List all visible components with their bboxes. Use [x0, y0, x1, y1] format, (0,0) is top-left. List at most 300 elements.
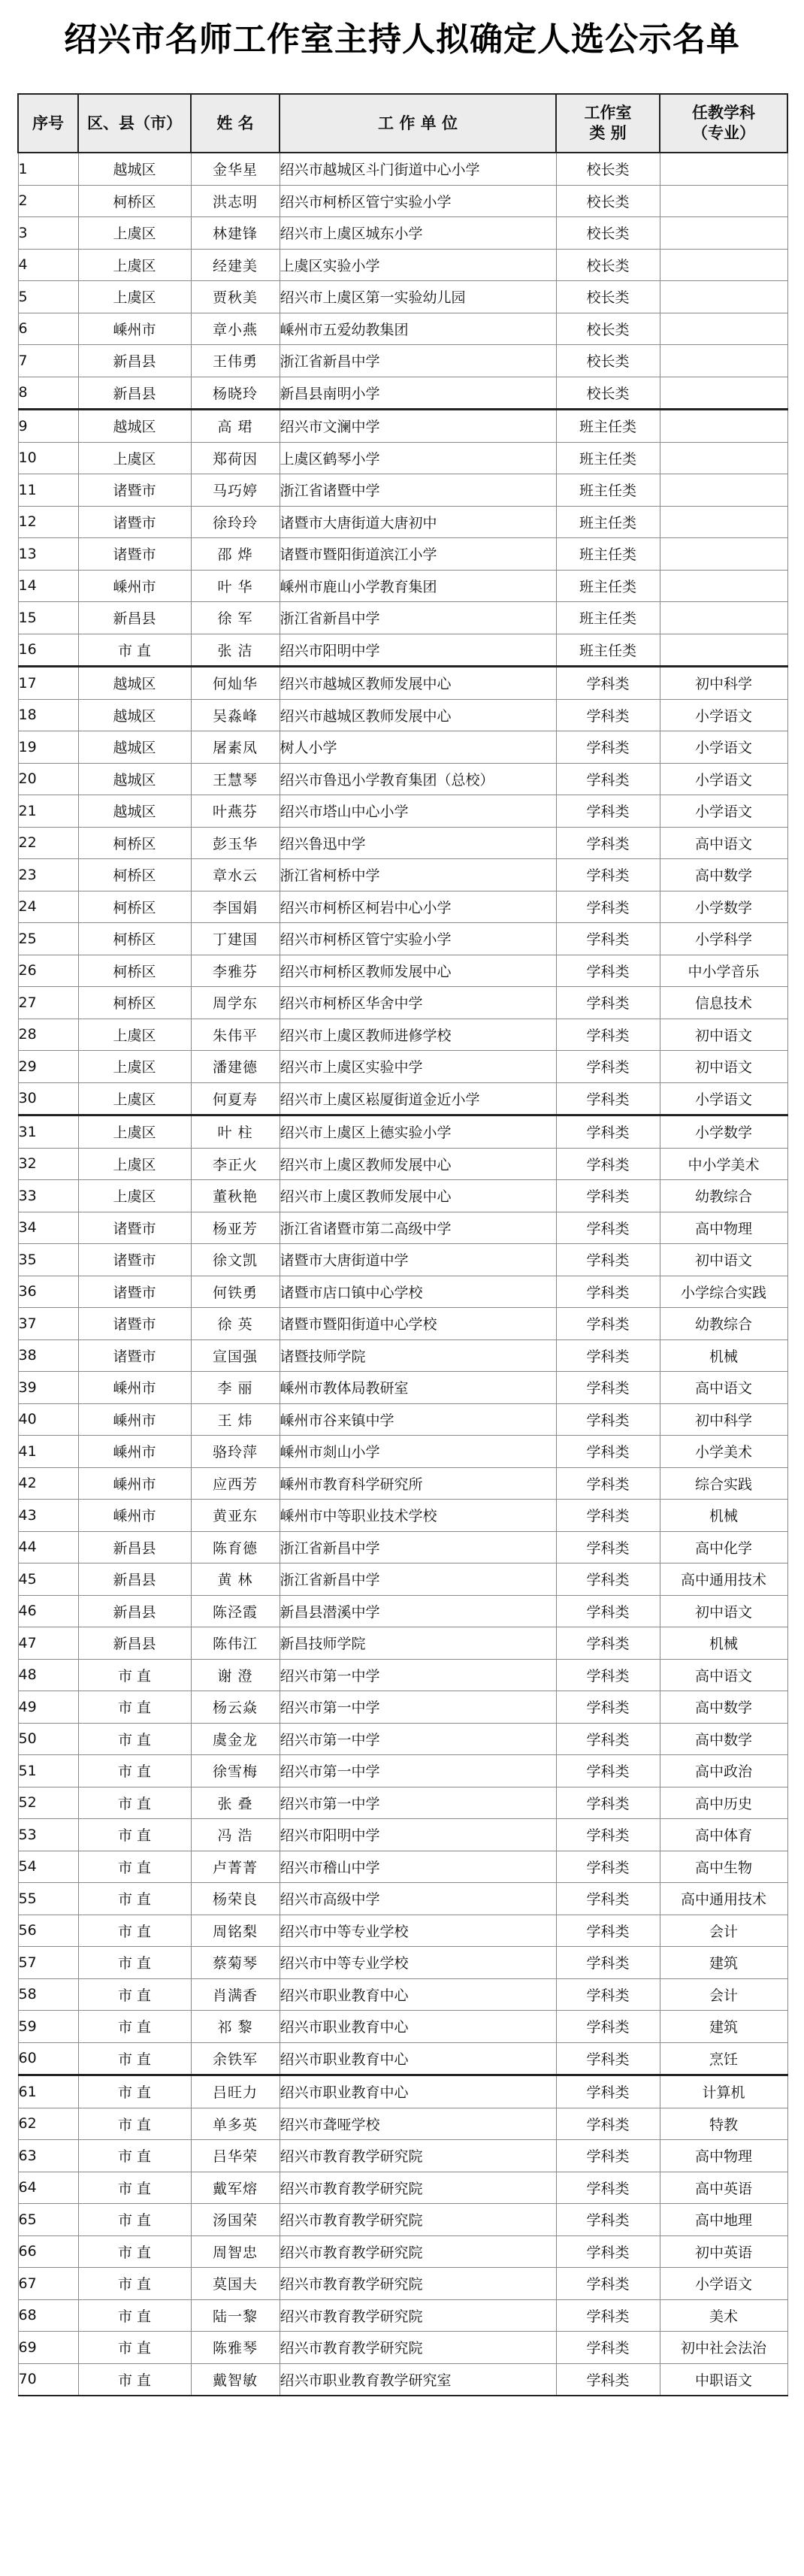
cell-name: 李国娟: [191, 891, 280, 923]
cell-subject: 高中物理: [660, 2140, 787, 2172]
cell-name: 洪志明: [191, 185, 280, 217]
table-row: [18, 1691, 787, 1724]
cell-seq: 65: [18, 2204, 78, 2236]
cell-district: 诸暨市: [78, 1308, 191, 1340]
cell-seq: 62: [18, 2108, 78, 2140]
cell-unit: 绍兴市职业教育中心: [280, 2075, 556, 2108]
cell-category: 班主任类: [556, 570, 660, 602]
table-row: [18, 923, 787, 955]
cell-seq: 43: [18, 1500, 78, 1532]
cell-category: 学科类: [556, 1019, 660, 1051]
cell-subject: 小学语文: [660, 1082, 787, 1115]
cell-district: 柯桥区: [78, 987, 191, 1019]
cell-unit: 绍兴市柯桥区柯岩中心小学: [280, 891, 556, 923]
table-row: [18, 377, 787, 410]
cell-subject: 小学数学: [660, 1115, 787, 1149]
cell-unit: 绍兴市文澜中学: [280, 410, 556, 443]
cell-category: 学科类: [556, 1819, 660, 1851]
cell-district: 新昌县: [78, 602, 191, 634]
cell-name: 单多英: [191, 2108, 280, 2140]
cell-subject: 建筑: [660, 2011, 787, 2043]
cell-name: 屠素凤: [191, 731, 280, 764]
cell-name: 叶 柱: [191, 1115, 280, 1149]
cell-subject: 初中语文: [660, 1051, 787, 1083]
cell-district: 上虞区: [78, 217, 191, 250]
cell-name: 朱伟平: [191, 1019, 280, 1051]
cell-district: 嵊州市: [78, 1436, 191, 1468]
cell-subject: 初中语文: [660, 1244, 787, 1276]
cell-unit: 绍兴市塔山中心小学: [280, 795, 556, 828]
cell-name: 吴淼峰: [191, 699, 280, 731]
cell-subject: 机械: [660, 1627, 787, 1660]
table-row: [18, 1019, 787, 1051]
table-row: [18, 281, 787, 313]
cell-name: 陈雅琴: [191, 2332, 280, 2364]
cell-name: 金华星: [191, 153, 280, 185]
cell-subject: 初中科学: [660, 1403, 787, 1436]
cell-category: 班主任类: [556, 602, 660, 634]
cell-category: 学科类: [556, 2204, 660, 2236]
cell-unit: 新昌县南明小学: [280, 377, 556, 410]
cell-category: 学科类: [556, 2140, 660, 2172]
cell-seq: 48: [18, 1659, 78, 1691]
cell-seq: 55: [18, 1883, 78, 1915]
cell-name: 周智忠: [191, 2235, 280, 2268]
cell-subject: 幼教综合: [660, 1308, 787, 1340]
cell-subject: 初中英语: [660, 2235, 787, 2268]
cell-seq: 6: [18, 313, 78, 345]
table-row: [18, 955, 787, 987]
cell-unit: 诸暨技师学院: [280, 1339, 556, 1372]
cell-subject: [660, 474, 787, 507]
cell-district: 越城区: [78, 699, 191, 731]
cell-district: 柯桥区: [78, 859, 191, 891]
cell-unit: 嵊州市中等职业技术学校: [280, 1500, 556, 1532]
header-seq: 序号: [18, 94, 78, 153]
cell-name: 章小燕: [191, 313, 280, 345]
cell-subject: 中小学音乐: [660, 955, 787, 987]
cell-seq: 31: [18, 1115, 78, 1149]
cell-name: 经建美: [191, 249, 280, 281]
cell-seq: 50: [18, 1723, 78, 1755]
cell-name: 谢 澄: [191, 1659, 280, 1691]
cell-unit: 上虞区实验小学: [280, 249, 556, 281]
cell-unit: 绍兴市教育教学研究院: [280, 2268, 556, 2300]
cell-category: 学科类: [556, 1051, 660, 1083]
table-body: [18, 153, 787, 2396]
cell-district: 诸暨市: [78, 1339, 191, 1372]
cell-name: 邵 烨: [191, 538, 280, 571]
cell-subject: 小学美术: [660, 1436, 787, 1468]
cell-seq: 47: [18, 1627, 78, 1660]
cell-name: 徐玲玲: [191, 506, 280, 538]
cell-unit: 绍兴市第一中学: [280, 1659, 556, 1691]
cell-category: 学科类: [556, 1148, 660, 1180]
cell-unit: 诸暨市暨阳街道中心学校: [280, 1308, 556, 1340]
cell-subject: 小学语文: [660, 795, 787, 828]
cell-unit: 绍兴市职业教育中心: [280, 1978, 556, 2011]
cell-category: 学科类: [556, 859, 660, 891]
cell-district: 市 直: [78, 1659, 191, 1691]
cell-category: 校长类: [556, 153, 660, 185]
table-row: [18, 153, 787, 185]
cell-name: 祁 黎: [191, 2011, 280, 2043]
cell-unit: 绍兴市上虞区崧厦街道金近小学: [280, 1082, 556, 1115]
cell-name: 何铁勇: [191, 1276, 280, 1308]
cell-seq: 12: [18, 506, 78, 538]
cell-subject: 初中社会法治: [660, 2332, 787, 2364]
cell-name: 陈育德: [191, 1531, 280, 1563]
cell-seq: 68: [18, 2299, 78, 2332]
cell-unit: 嵊州市鹿山小学教育集团: [280, 570, 556, 602]
cell-unit: 嵊州市五爱幼教集团: [280, 313, 556, 345]
table-row: [18, 827, 787, 859]
cell-seq: 38: [18, 1339, 78, 1372]
cell-seq: 21: [18, 795, 78, 828]
cell-unit: 绍兴市职业教育教学研究室: [280, 2363, 556, 2396]
cell-district: 上虞区: [78, 1019, 191, 1051]
cell-category: 学科类: [556, 1915, 660, 1947]
table-row: [18, 313, 787, 345]
cell-subject: [660, 377, 787, 410]
cell-category: 学科类: [556, 1308, 660, 1340]
cell-category: 校长类: [556, 217, 660, 250]
table-row: [18, 2235, 787, 2268]
table-row: [18, 1595, 787, 1627]
cell-unit: 绍兴市中等专业学校: [280, 1947, 556, 1979]
cell-category: 学科类: [556, 827, 660, 859]
cell-unit: 浙江省诸暨市第二高级中学: [280, 1212, 556, 1244]
cell-unit: 新昌技师学院: [280, 1627, 556, 1660]
cell-category: 学科类: [556, 923, 660, 955]
cell-category: 学科类: [556, 1627, 660, 1660]
cell-seq: 60: [18, 2042, 78, 2075]
cell-district: 诸暨市: [78, 1276, 191, 1308]
cell-category: 学科类: [556, 795, 660, 828]
cell-name: 吕旺力: [191, 2075, 280, 2108]
cell-name: 戴军熔: [191, 2172, 280, 2204]
page-title: 绍兴市名师工作室主持人拟确定人选公示名单: [64, 20, 740, 59]
cell-seq: 41: [18, 1436, 78, 1468]
cell-category: 学科类: [556, 1276, 660, 1308]
cell-unit: 上虞区鹤琴小学: [280, 442, 556, 474]
cell-unit: 嵊州市教体局教研室: [280, 1372, 556, 1404]
cell-district: 新昌县: [78, 1595, 191, 1627]
cell-category: 学科类: [556, 1691, 660, 1724]
table-row: [18, 1563, 787, 1596]
cell-category: 学科类: [556, 763, 660, 795]
cell-unit: 绍兴市柯桥区管宁实验小学: [280, 923, 556, 955]
cell-name: 李正火: [191, 1148, 280, 1180]
cell-name: 应西芳: [191, 1467, 280, 1500]
cell-district: 市 直: [78, 2108, 191, 2140]
cell-name: 丁建国: [191, 923, 280, 955]
cell-district: 嵊州市: [78, 1372, 191, 1404]
cell-seq: 3: [18, 217, 78, 250]
table-row: [18, 2042, 787, 2075]
cell-category: 学科类: [556, 667, 660, 700]
cell-name: 王伟勇: [191, 345, 280, 377]
cell-subject: 中小学美术: [660, 1148, 787, 1180]
cell-subject: 小学语文: [660, 731, 787, 764]
cell-name: 潘建德: [191, 1051, 280, 1083]
cell-seq: 18: [18, 699, 78, 731]
cell-seq: 54: [18, 1851, 78, 1883]
table-row: [18, 506, 787, 538]
table-row: [18, 1436, 787, 1468]
cell-district: 上虞区: [78, 442, 191, 474]
cell-subject: 小学综合实践: [660, 1276, 787, 1308]
cell-seq: 70: [18, 2363, 78, 2396]
cell-seq: 39: [18, 1372, 78, 1404]
table-row: [18, 2268, 787, 2300]
cell-category: 学科类: [556, 1531, 660, 1563]
cell-name: 章水云: [191, 859, 280, 891]
table-row: [18, 1308, 787, 1340]
cell-name: 骆玲萍: [191, 1436, 280, 1468]
cell-category: 学科类: [556, 1947, 660, 1979]
cell-unit: 绍兴市第一中学: [280, 1691, 556, 1724]
table-row: [18, 2172, 787, 2204]
cell-unit: 浙江省新昌中学: [280, 602, 556, 634]
cell-district: 市 直: [78, 2299, 191, 2332]
cell-district: 市 直: [78, 2204, 191, 2236]
cell-seq: 69: [18, 2332, 78, 2364]
cell-name: 林建锋: [191, 217, 280, 250]
cell-district: 市 直: [78, 2042, 191, 2075]
cell-unit: 绍兴市上虞区上德实验小学: [280, 1115, 556, 1149]
cell-subject: 高中语文: [660, 827, 787, 859]
cell-name: 肖满香: [191, 1978, 280, 2011]
cell-district: 越城区: [78, 667, 191, 700]
table-row: [18, 667, 787, 700]
cell-seq: 42: [18, 1467, 78, 1500]
cell-name: 周铭梨: [191, 1915, 280, 1947]
cell-category: 学科类: [556, 1082, 660, 1115]
cell-name: 马巧婷: [191, 474, 280, 507]
cell-district: 嵊州市: [78, 570, 191, 602]
header-category: 工作室 类 别: [556, 94, 660, 153]
cell-seq: 67: [18, 2268, 78, 2300]
cell-seq: 23: [18, 859, 78, 891]
cell-district: 柯桥区: [78, 891, 191, 923]
cell-category: 学科类: [556, 1436, 660, 1468]
cell-category: 学科类: [556, 2172, 660, 2204]
cell-seq: 25: [18, 923, 78, 955]
cell-name: 何夏寿: [191, 1082, 280, 1115]
cell-district: 诸暨市: [78, 1244, 191, 1276]
cell-name: 杨云焱: [191, 1691, 280, 1724]
cell-seq: 14: [18, 570, 78, 602]
cell-subject: 高中数学: [660, 859, 787, 891]
cell-district: 越城区: [78, 795, 191, 828]
cell-district: 新昌县: [78, 1627, 191, 1660]
cell-district: 柯桥区: [78, 923, 191, 955]
cell-category: 学科类: [556, 1755, 660, 1787]
table-row: [18, 410, 787, 443]
cell-category: 学科类: [556, 2268, 660, 2300]
cell-unit: 绍兴市教育教学研究院: [280, 2172, 556, 2204]
cell-seq: 30: [18, 1082, 78, 1115]
cell-unit: 绍兴市教育教学研究院: [280, 2140, 556, 2172]
cell-category: 学科类: [556, 2299, 660, 2332]
table-row: [18, 2075, 787, 2108]
table-row: [18, 1978, 787, 2011]
cell-unit: 新昌县潜溪中学: [280, 1595, 556, 1627]
cell-seq: 22: [18, 827, 78, 859]
cell-unit: 诸暨市大唐街道中学: [280, 1244, 556, 1276]
cell-subject: 烹饪: [660, 2042, 787, 2075]
cell-district: 市 直: [78, 1755, 191, 1787]
cell-subject: 美术: [660, 2299, 787, 2332]
table-row: [18, 1915, 787, 1947]
cell-name: 李雅芬: [191, 955, 280, 987]
cell-unit: 绍兴市职业教育中心: [280, 2011, 556, 2043]
table-row: [18, 1467, 787, 1500]
cell-subject: [660, 153, 787, 185]
cell-name: 黄亚东: [191, 1500, 280, 1532]
cell-seq: 35: [18, 1244, 78, 1276]
table-row: [18, 1403, 787, 1436]
cell-district: 越城区: [78, 410, 191, 443]
cell-category: 学科类: [556, 1115, 660, 1149]
cell-category: 学科类: [556, 1467, 660, 1500]
cell-unit: 绍兴市越城区教师发展中心: [280, 699, 556, 731]
cell-name: 叶燕芬: [191, 795, 280, 828]
header-name: 姓 名: [191, 94, 280, 153]
table-row: [18, 1819, 787, 1851]
cell-category: 校长类: [556, 377, 660, 410]
cell-name: 卢菁菁: [191, 1851, 280, 1883]
cell-seq: 34: [18, 1212, 78, 1244]
table-row: [18, 2299, 787, 2332]
cell-category: 校长类: [556, 281, 660, 313]
cell-unit: 浙江省柯桥中学: [280, 859, 556, 891]
cell-seq: 66: [18, 2235, 78, 2268]
table-row: [18, 602, 787, 634]
cell-district: 市 直: [78, 1723, 191, 1755]
table-row: [18, 1339, 787, 1372]
cell-seq: 27: [18, 987, 78, 1019]
table-row: [18, 2363, 787, 2396]
table-row: [18, 2332, 787, 2364]
cell-subject: [660, 506, 787, 538]
header-row: [18, 94, 787, 153]
table-row: [18, 1883, 787, 1915]
cell-district: 新昌县: [78, 1531, 191, 1563]
cell-subject: [660, 185, 787, 217]
cell-subject: 高中体育: [660, 1819, 787, 1851]
cell-category: 学科类: [556, 2108, 660, 2140]
cell-subject: [660, 281, 787, 313]
cell-district: 新昌县: [78, 377, 191, 410]
cell-subject: [660, 602, 787, 634]
table-row: [18, 1723, 787, 1755]
cell-name: 杨晓玲: [191, 377, 280, 410]
cell-seq: 45: [18, 1563, 78, 1596]
cell-category: 学科类: [556, 955, 660, 987]
cell-seq: 32: [18, 1148, 78, 1180]
cell-category: 学科类: [556, 2011, 660, 2043]
cell-district: 柯桥区: [78, 955, 191, 987]
cell-category: 学科类: [556, 2075, 660, 2108]
cell-subject: 幼教综合: [660, 1180, 787, 1212]
cell-unit: 绍兴市教育教学研究院: [280, 2332, 556, 2364]
table-row: [18, 1115, 787, 1149]
table-row: [18, 474, 787, 507]
table-row: [18, 1947, 787, 1979]
cell-subject: 高中数学: [660, 1691, 787, 1724]
cell-unit: 树人小学: [280, 731, 556, 764]
cell-subject: 小学语文: [660, 699, 787, 731]
cell-name: 徐雪梅: [191, 1755, 280, 1787]
cell-district: 嵊州市: [78, 1403, 191, 1436]
table-row: [18, 1051, 787, 1083]
cell-district: 市 直: [78, 2140, 191, 2172]
cell-subject: 小学语文: [660, 763, 787, 795]
cell-subject: 高中通用技术: [660, 1883, 787, 1915]
cell-district: 市 直: [78, 1883, 191, 1915]
cell-unit: 嵊州市剡山小学: [280, 1436, 556, 1468]
cell-category: 校长类: [556, 249, 660, 281]
cell-seq: 13: [18, 538, 78, 571]
header-unit: 工 作 单 位: [280, 94, 556, 153]
cell-unit: 绍兴市上虞区城东小学: [280, 217, 556, 250]
cell-category: 班主任类: [556, 410, 660, 443]
cell-seq: 10: [18, 442, 78, 474]
cell-unit: 绍兴市职业教育中心: [280, 2042, 556, 2075]
cell-category: 学科类: [556, 1978, 660, 2011]
cell-subject: 初中语文: [660, 1019, 787, 1051]
cell-name: 吕华荣: [191, 2140, 280, 2172]
cell-unit: 绍兴市教育教学研究院: [280, 2235, 556, 2268]
table-row: [18, 1531, 787, 1563]
cell-seq: 15: [18, 602, 78, 634]
cell-district: 诸暨市: [78, 538, 191, 571]
cell-district: 新昌县: [78, 345, 191, 377]
cell-district: 上虞区: [78, 1148, 191, 1180]
cell-category: 班主任类: [556, 474, 660, 507]
cell-district: 上虞区: [78, 1082, 191, 1115]
cell-subject: [660, 217, 787, 250]
cell-subject: [660, 313, 787, 345]
cell-name: 何灿华: [191, 667, 280, 700]
cell-seq: 8: [18, 377, 78, 410]
cell-name: 宣国强: [191, 1339, 280, 1372]
cell-district: 市 直: [78, 2172, 191, 2204]
cell-unit: 绍兴市柯桥区管宁实验小学: [280, 185, 556, 217]
cell-district: 嵊州市: [78, 1500, 191, 1532]
cell-seq: 63: [18, 2140, 78, 2172]
cell-subject: [660, 249, 787, 281]
cell-district: 柯桥区: [78, 827, 191, 859]
cell-unit: 绍兴市上虞区教师进修学校: [280, 1019, 556, 1051]
cell-unit: 绍兴市第一中学: [280, 1755, 556, 1787]
table-row: [18, 859, 787, 891]
cell-seq: 17: [18, 667, 78, 700]
table-row: [18, 1787, 787, 1819]
cell-category: 学科类: [556, 987, 660, 1019]
header-district: 区、县（市）: [78, 94, 191, 153]
cell-category: 学科类: [556, 1659, 660, 1691]
cell-unit: 绍兴鲁迅中学: [280, 827, 556, 859]
cell-unit: 绍兴市柯桥区华舍中学: [280, 987, 556, 1019]
cell-district: 市 直: [78, 634, 191, 667]
cell-category: 学科类: [556, 1787, 660, 1819]
cell-seq: 61: [18, 2075, 78, 2108]
cell-name: 李 丽: [191, 1372, 280, 1404]
table-row: [18, 2011, 787, 2043]
